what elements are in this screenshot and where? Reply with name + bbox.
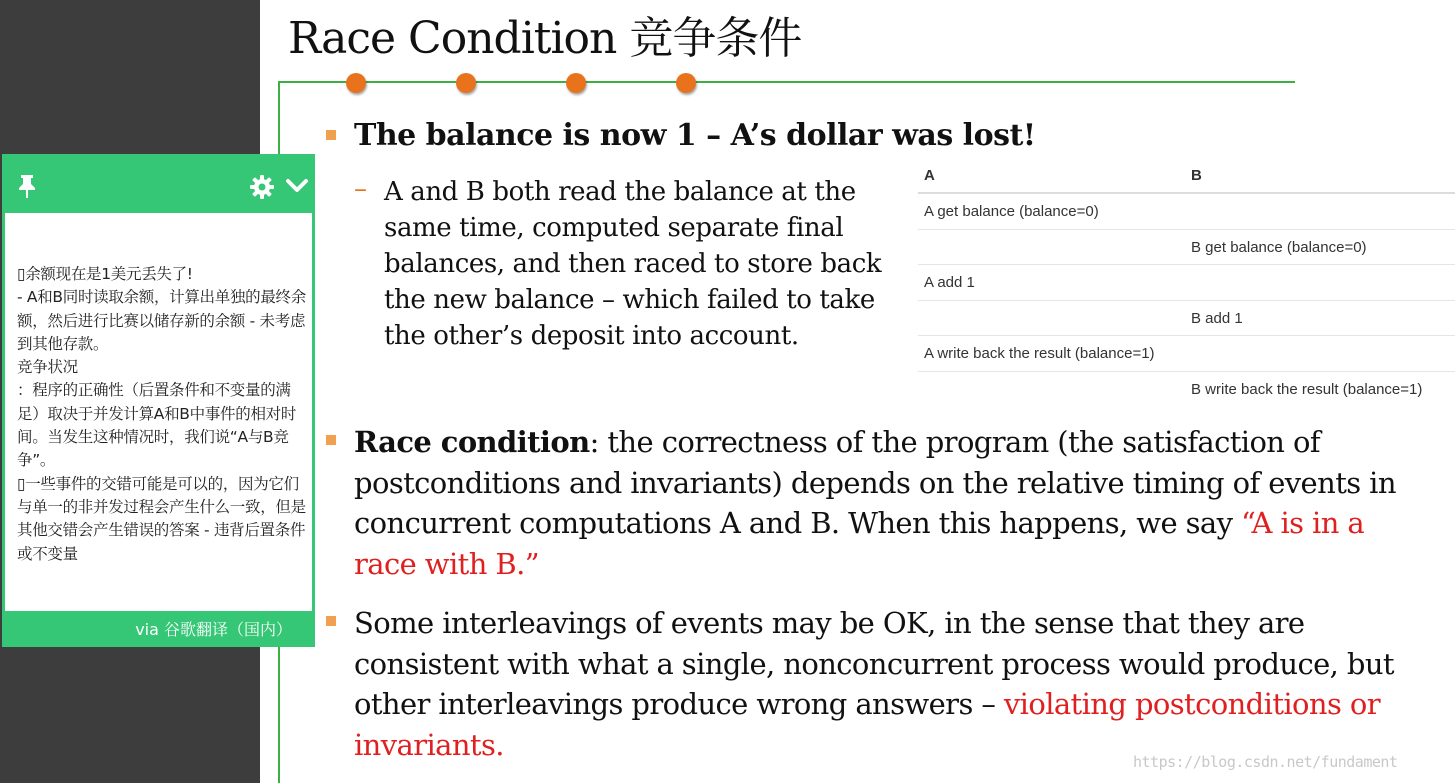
table-row xyxy=(918,372,1455,408)
title-rule xyxy=(278,81,1295,83)
table-cell: A get balance (balance=0) xyxy=(924,203,1099,220)
table-header-b: B xyxy=(1191,167,1202,184)
decor-dot xyxy=(456,73,476,93)
table-row xyxy=(918,230,1455,266)
table-row xyxy=(918,336,1455,372)
slide-title: Race Condition 竞争条件 xyxy=(288,13,802,64)
pin-icon[interactable] xyxy=(15,173,39,199)
watermark-url: https://blog.csdn.net/fundament xyxy=(1133,753,1398,771)
race-condition-paragraph xyxy=(354,422,1414,584)
table-header xyxy=(918,158,1455,194)
violation-highlight: violating postconditions or invariants. xyxy=(354,687,1381,762)
race-quote: “A is in a race with B.” xyxy=(354,506,1365,581)
sub-bullet-text: A and B both read the balance at the same time, computed separate final balances, and then raced to store back the new balance – which failed to take the other’s deposit into account. xyxy=(384,177,882,351)
race-condition-term: Race condition xyxy=(354,425,590,459)
translation-source-link[interactable]: via 谷歌翻译（国内） xyxy=(135,620,292,639)
bullet-balance-lost: The balance is now 1 – A’s dollar was lost! xyxy=(354,118,1036,153)
panel-footer xyxy=(5,611,312,644)
interleaving-table xyxy=(918,158,1455,407)
bullet-square xyxy=(326,130,336,140)
table-header-a: A xyxy=(924,167,935,184)
bullet-square xyxy=(326,435,336,445)
table-row xyxy=(918,194,1455,230)
interleavings-paragraph xyxy=(354,603,1414,765)
gear-icon[interactable] xyxy=(249,174,275,200)
decor-dot xyxy=(566,73,586,93)
decor-dot xyxy=(346,73,366,93)
table-cell: B get balance (balance=0) xyxy=(1191,238,1367,256)
table-cell: A add 1 xyxy=(924,274,975,291)
decor-dot xyxy=(676,73,696,93)
table-cell: B write back the result (balance=1) xyxy=(1191,380,1423,398)
table-cell: B add 1 xyxy=(1191,309,1243,327)
table-row xyxy=(918,265,1455,301)
chevron-down-icon[interactable] xyxy=(285,175,309,197)
bullet-square xyxy=(326,616,336,626)
panel-header xyxy=(5,157,312,213)
translation-text: ▯余额现在是1美元丢失了! - A和B同时读取余额，计算出单独的最终余额，然后进行比赛以储存新的余额 - 未考虑到其他存款。 竞争状况 ：程序的正确性（后置条件和不变量的满足）取决于并发计算A和B中事件的相对时间。当发生这种情况时，我们说“A与B竞争”。 ▯一些事件的交错可能是可以的，因为它们与单一的非并发过程会产生什么一致，但是其他交错会产生错误的答案 - 违背后置条件或不变量 xyxy=(17,265,306,563)
race-condition-definition: : the correctness of the program (the satisfaction of postconditions and invariants) depends on the relative timing of events in concurrent computations A and B. When this happens, we say xyxy=(354,425,1396,540)
table-cell: A write back the result (balance=1) xyxy=(924,345,1155,362)
sub-bullet-dash: – xyxy=(354,174,367,204)
interleavings-text: Some interleavings of events may be OK, in the sense that they are consistent with what a single, nonconcurrent process would produce, but other interleavings produce wrong answers – xyxy=(354,606,1394,721)
table-row xyxy=(918,301,1455,337)
translation-panel xyxy=(2,154,315,647)
